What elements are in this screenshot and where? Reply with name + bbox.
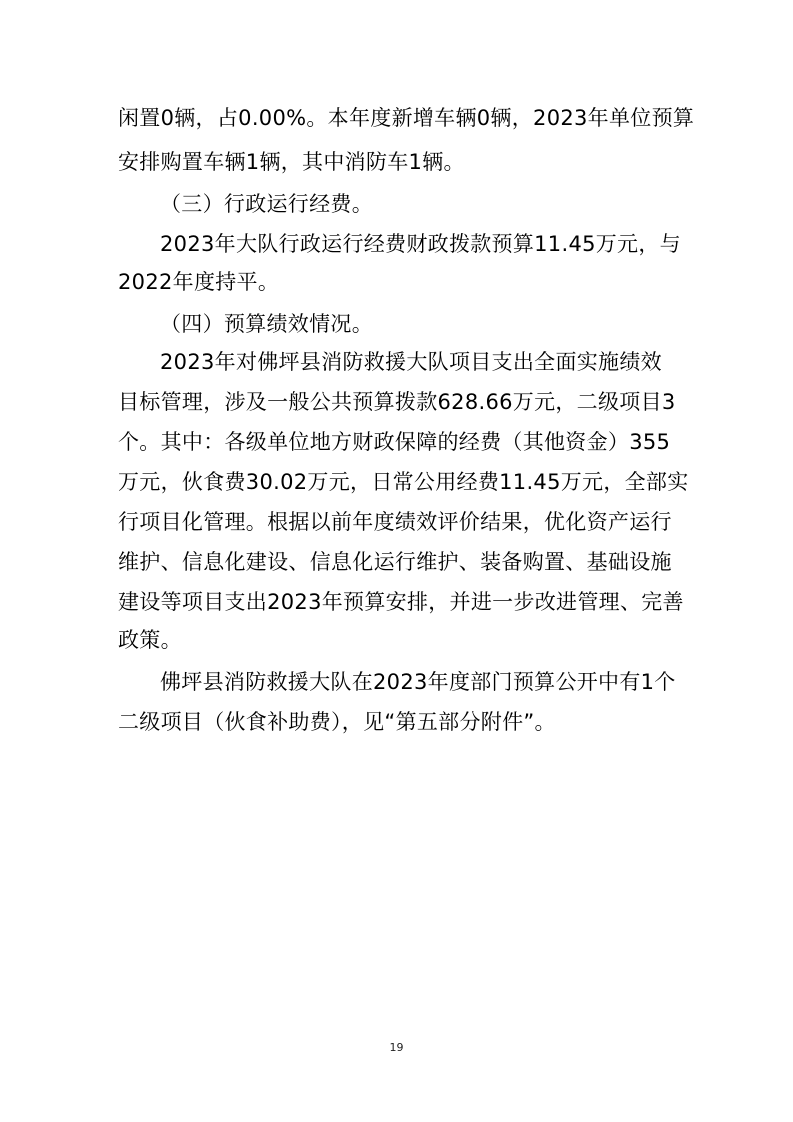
paragraph-line: 2022年度持平。 [118, 270, 280, 294]
page-number: 19 [389, 1041, 404, 1054]
paragraph-line: 2023年对佛坪县消防救援大队项目支出全面实施绩效 [160, 350, 662, 374]
section-heading: （三）行政运行经费。 [160, 192, 373, 216]
paragraph-line: 目标管理，涉及一般公共预算拨款628.66万元，二级项目3 [118, 390, 676, 414]
paragraph-line: 2023年大队行政运行经费财政拨款预算11.45万元，与 [160, 232, 681, 256]
paragraph-line: 佛坪县消防救援大队在2023年度部门预算公开中有1个 [160, 670, 676, 694]
paragraph-line: 建设等项目支出2023年预算安排，并进一步改进管理、完善 [118, 590, 684, 614]
paragraph-line: 行项目化管理。根据以前年度绩效评价结果，优化资产运行 [118, 510, 672, 534]
paragraph-line: 政策。 [118, 628, 182, 652]
paragraph-line: 二级项目（伙食补助费），见“第五部分附件”。 [118, 710, 556, 734]
paragraph-line: 闲置0辆，占0.00%。本年度新增车辆0辆，2023年单位预算 [118, 106, 695, 130]
section-heading: （四）预算绩效情况。 [160, 312, 373, 336]
paragraph-line: 安排购置车辆1辆，其中消防车1辆。 [118, 150, 465, 174]
paragraph-line: 个。其中：各级单位地方财政保障的经费（其他资金）355 [118, 430, 671, 454]
paragraph-line: 维护、信息化建设、信息化运行维护、装备购置、基础设施 [118, 550, 672, 574]
paragraph-line: 万元，伙食费30.02万元，日常公用经费11.45万元，全部实 [118, 470, 689, 494]
